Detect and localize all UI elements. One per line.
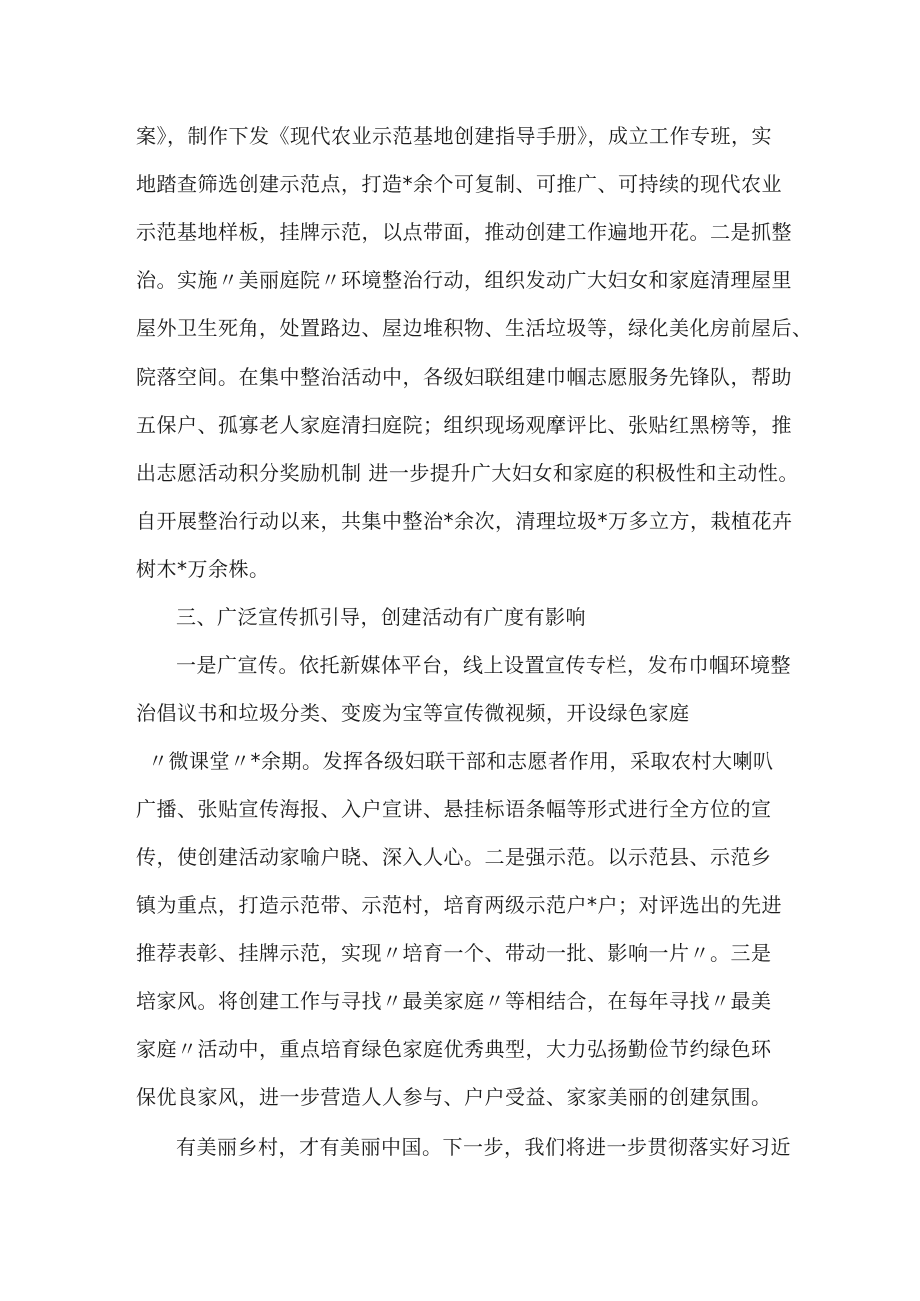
- text-line: 广播、张贴宣传海报、入户宣讲、悬挂标语条幅等形式进行全方位的宣: [136, 797, 772, 821]
- text-line: 出志愿活动积分奖励机制 进一步提升广大妇女和家庭的积极性和主动性。: [136, 461, 799, 485]
- text-line: 屋外卫生死角，处置路边、屋边堆积物、生活垃圾等，绿化美化房前屋后、: [136, 316, 813, 340]
- text-line: 治。实施〃美丽庭院〃环境整治行动，组织发动广大妇女和家庭清理屋里: [136, 268, 792, 292]
- text-line: 院落空间。在集中整治活动中，各级妇联组建巾帼志愿服务先锋队，帮助: [136, 365, 792, 389]
- text-line: 自开展整治行动以来，共集中整治*余次，清理垃圾*万多立方，栽植花卉: [136, 509, 793, 533]
- section-heading: 三、广泛宣传抓引导，创建活动有广度有影响: [176, 605, 586, 629]
- text-line: 治倡议书和垃圾分类、变废为宝等宣传微视频，开设绿色家庭: [136, 701, 690, 725]
- text-line: 镇为重点，打造示范带、示范村，培育两级示范户*户；对评选出的先进: [136, 893, 782, 917]
- text-line: 培家风。将创建工作与寻找〃最美家庭〃等相结合，在每年寻找〃最美: [136, 989, 772, 1013]
- text-line: 示范基地样板，挂牌示范，以点带面，推动创建工作遍地开花。二是抓整: [136, 220, 792, 244]
- text-line: 五保户、孤寡老人家庭清扫庭院；组织现场观摩评比、张贴红黑榜等，推: [136, 413, 792, 437]
- text-line: 〃微课堂〃*余期。发挥各级妇联干部和志愿者作用，采取农村大喇叭: [148, 749, 774, 773]
- text-line: 家庭〃活动中，重点培育绿色家庭优秀典型，大力弘扬勤俭节约绿色环: [136, 1037, 772, 1061]
- text-line: 有美丽乡村，才有美丽中国。下一步，我们将进一步贯彻落实好习近: [176, 1135, 791, 1159]
- text-line: 传，使创建活动家喻户晓、深入人心。二是强示范。以示范县、示范乡: [136, 845, 772, 869]
- text-line: 保优良家风，进一步营造人人参与、户户受益、家家美丽的创建氛围。: [136, 1085, 772, 1109]
- text-line: 推荐表彰、挂牌示范，实现〃培育一个、带动一批、影响一片〃。三是: [136, 941, 772, 965]
- text-line: 案》，制作下发《现代农业示范基地创建指导手册》，成立工作专班，实: [136, 124, 772, 148]
- text-line: 一是广宣传。依托新媒体平台，线上设置宣传专栏，发布巾帼环境整: [176, 653, 791, 677]
- text-line: 地踏查筛选创建示范点，打造*余个可复制、可推广、可持续的现代农业: [136, 172, 782, 196]
- text-line: 树木*万余株。: [136, 557, 270, 581]
